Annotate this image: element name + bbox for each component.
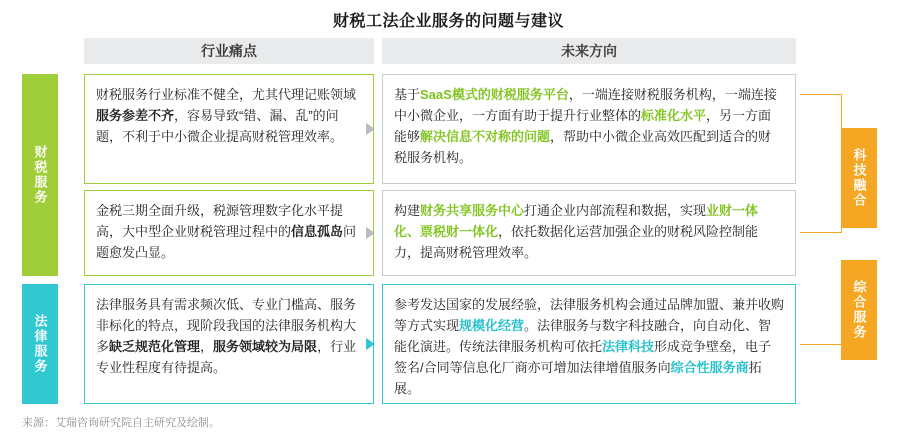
pain-point-card-1: 财税服务行业标准不健全，尤其代理记账领域服务参差不齐，容易导致“错、漏、乱”的问题，不利于中小微企业提高财税管理效率。 xyxy=(84,74,374,184)
connector-line-comp-bottom xyxy=(800,344,842,345)
pain-point-card-2: 金税三期全面升级，税源管理数字化水平提高，大中型企业财税管理过程中的信息孤岛问题愈发凸显。 xyxy=(84,190,374,276)
column-header-future-directions: 未来方向 xyxy=(382,38,796,64)
arrow-icon-row-2 xyxy=(366,227,375,239)
future-direction-card-3: 参考发达国家的发展经验，法律服务机构会通过品牌加盟、兼并收购等方式实现规模化经营。法律服务与数字科技融合，向自动化、智能化演进。传统法律服务机构可依托法律科技形成竞争壁垒，电子签名/合同等信息化厂商亦可增加法律增值服务向综合性服务商拓展。 xyxy=(382,284,796,404)
future-direction-card-1: 基于SaaS模式的财税服务平台，一端连接财税服务机构，一端连接中小微企业，一方面有助于提升行业整体的标准化水平，另一方面能够解决信息不对称的问题，帮助中小微企业高效匹配到适合的财税服务机构。 xyxy=(382,74,796,184)
source-note: 来源：艾瑞咨询研究院自主研究及绘制。 xyxy=(22,417,220,429)
column-header-pain-points: 行业痛点 xyxy=(84,38,374,64)
side-tag-tech-integration: 科技融合 xyxy=(841,128,877,228)
connector-line-tech-vertical-bottom xyxy=(841,228,842,233)
connector-line-tech-top xyxy=(800,94,842,95)
category-label-finance-tax: 财税服务 xyxy=(22,74,58,276)
side-tag-comprehensive-service: 综合服务 xyxy=(841,260,877,360)
future-direction-card-2: 构建财务共享服务中心打通企业内部流程和数据，实现业财一体化、票税财一体化，依托数据化运营加强企业的财税风险控制能力，提高财税管理效率。 xyxy=(382,190,796,276)
page-title: 财税工法企业服务的问题与建议 xyxy=(332,13,564,30)
category-label-legal: 法律服务 xyxy=(22,284,58,404)
connector-line-tech-vertical-top xyxy=(841,94,842,128)
arrow-icon-row-3 xyxy=(366,338,375,350)
connector-line-tech-bottom xyxy=(800,232,842,233)
arrow-icon-row-1 xyxy=(366,123,375,135)
pain-point-card-3: 法律服务具有需求频次低、专业门槛高、服务非标化的特点，现阶段我国的法律服务机构大多缺乏规范化管理，服务领域较为局限，行业专业性程度有待提高。 xyxy=(84,284,374,404)
